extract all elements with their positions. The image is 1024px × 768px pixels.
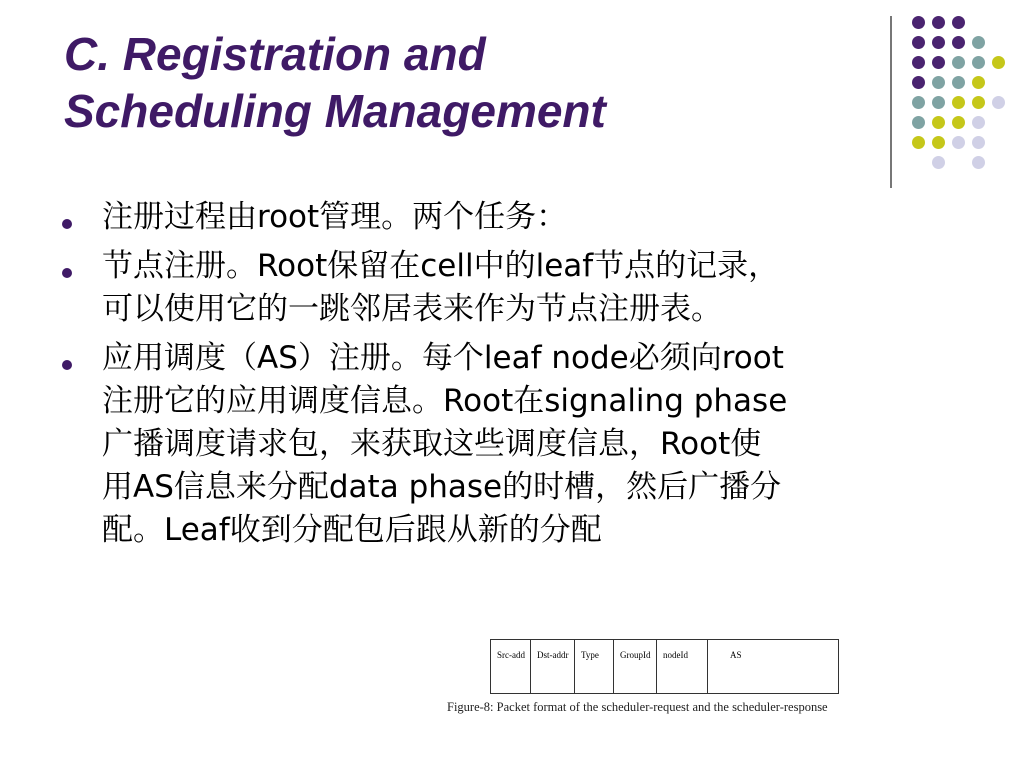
bullet-item — [62, 196, 962, 239]
decorative-dot — [972, 156, 985, 169]
decorative-dot — [952, 76, 965, 89]
packet-field-as: AS — [708, 640, 839, 694]
packet-field-type: Type — [575, 640, 614, 694]
slide-title-line-1: C. Registration and — [64, 28, 486, 80]
decorative-dot — [932, 16, 945, 29]
decorative-dot — [932, 116, 945, 129]
packet-field-dst-addr: Dst-addr — [531, 640, 575, 694]
bullet-line: 节点注册。Root保留在cell中的leaf节点的记录， — [102, 248, 780, 284]
decorative-dot — [932, 96, 945, 109]
bullet-line: 广播调度请求包，来获取这些调度信息，Root使 — [102, 426, 762, 462]
bullet-line: 可以使用它的一跳邻居表来作为节点注册表。 — [102, 291, 722, 327]
decorative-dot — [912, 96, 925, 109]
packet-field-group-id: GroupId — [614, 640, 657, 694]
decorative-dot — [932, 156, 945, 169]
decorative-dot — [952, 56, 965, 69]
bullet-dot-icon — [62, 360, 72, 370]
decorative-dot — [952, 96, 965, 109]
decorative-dot — [952, 16, 965, 29]
bullet-list — [62, 196, 962, 558]
packet-format-table — [490, 639, 839, 694]
bullet-text — [102, 337, 962, 552]
decorative-dot — [952, 116, 965, 129]
decorative-dot — [912, 76, 925, 89]
decorative-dot — [932, 136, 945, 149]
slide-title-line-2: Scheduling Management — [64, 85, 606, 137]
decorative-dot — [912, 136, 925, 149]
bullet-text — [102, 245, 962, 331]
decorative-dot — [992, 96, 1005, 109]
decorative-dot — [912, 36, 925, 49]
decorative-dot-grid — [0, 0, 1024, 170]
bullet-dot-icon — [62, 219, 72, 229]
bullet-line: 注册它的应用调度信息。Root在signaling phase — [102, 383, 788, 419]
decorative-dot — [952, 136, 965, 149]
packet-field-src-add: Src-add — [491, 640, 531, 694]
decorative-dot — [912, 116, 925, 129]
table-row — [491, 640, 839, 694]
bullet-line: 用AS信息来分配data phase的时槽，然后广播分 — [102, 469, 782, 505]
decorative-dot — [972, 116, 985, 129]
decorative-dot — [932, 76, 945, 89]
decorative-dot — [952, 36, 965, 49]
decorative-dot — [912, 16, 925, 29]
figure-caption: Figure-8: Packet format of the scheduler-request and the scheduler-response — [447, 700, 828, 714]
decorative-dot — [932, 36, 945, 49]
bullet-line: 配。Leaf收到分配包后跟从新的分配 — [102, 512, 602, 548]
packet-field-node-id: nodeId — [657, 640, 708, 694]
decorative-dot — [972, 36, 985, 49]
bullet-text — [102, 196, 962, 239]
decorative-dot — [992, 56, 1005, 69]
decorative-dot — [972, 76, 985, 89]
decorative-dot — [972, 136, 985, 149]
decorative-dot — [972, 96, 985, 109]
decorative-dot — [932, 56, 945, 69]
decorative-dot — [912, 56, 925, 69]
bullet-dot-icon — [62, 268, 72, 278]
bullet-item — [62, 337, 962, 552]
bullet-item — [62, 245, 962, 331]
bullet-line: 注册过程由root管理。两个任务： — [102, 199, 568, 235]
decorative-dot — [972, 56, 985, 69]
bullet-line: 应用调度（AS）注册。每个leaf node必须向root — [102, 340, 784, 376]
